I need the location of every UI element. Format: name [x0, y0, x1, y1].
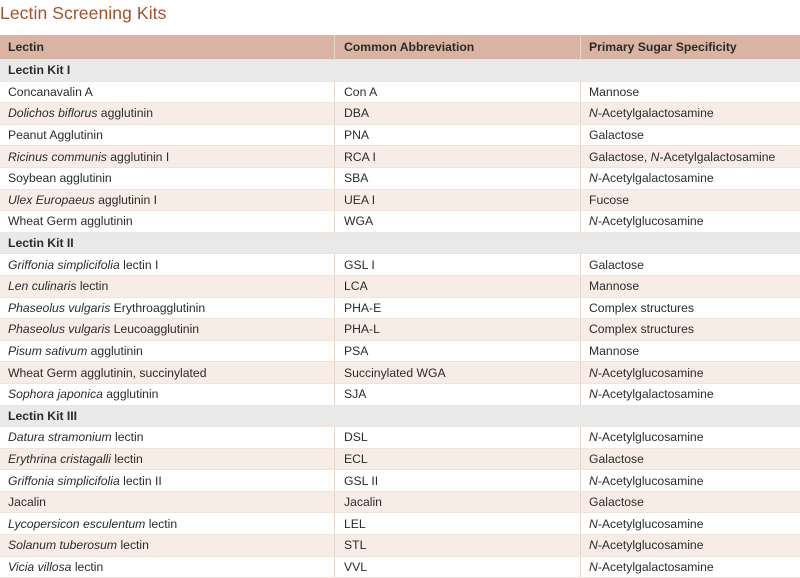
- table-row: [0, 276, 800, 298]
- table-row: [0, 557, 800, 578]
- table-row: [0, 535, 800, 557]
- lectin-species-name: Len culinaris: [8, 279, 77, 294]
- lectin-name-rest: Wheat Germ agglutinin, succinylated: [8, 365, 207, 380]
- lectin-name-rest: Erythroagglutinin: [110, 300, 206, 315]
- lectin-cell: [0, 384, 334, 405]
- specificity-text: Mannose: [589, 344, 640, 359]
- specificity-text: -Acetylgalactosamine: [597, 106, 714, 121]
- specificity-text: Galactose: [589, 451, 644, 466]
- abbreviation-cell: Succinylated WGA: [334, 362, 580, 383]
- lectin-species-name: Phaseolus vulgaris: [8, 322, 111, 337]
- specificity-text: Mannose: [589, 279, 640, 294]
- lectin-cell: [0, 341, 334, 362]
- specificity-cell: [580, 146, 800, 167]
- abbreviation-cell: DBA: [334, 103, 580, 124]
- specificity-text: -Acetylgalactosamine: [597, 387, 714, 402]
- specificity-prefix: N: [589, 365, 598, 380]
- lectin-cell: [0, 276, 334, 297]
- lectin-species-name: Pisum sativum: [8, 344, 88, 359]
- specificity-cell: [580, 449, 800, 470]
- lectin-name-rest: agglutinin: [87, 344, 143, 359]
- abbreviation-cell: STL: [334, 535, 580, 556]
- specificity-text: -Acetylglucosamine: [597, 214, 704, 229]
- lectin-cell: [0, 82, 334, 103]
- table-row: [0, 168, 800, 190]
- table-row: [0, 470, 800, 492]
- specificity-prefix: N: [589, 538, 598, 553]
- lectin-name-rest: Jacalin: [8, 495, 46, 510]
- page-title: Lectin Screening Kits: [0, 3, 167, 23]
- lectin-cell: [0, 125, 334, 146]
- specificity-cell: [580, 125, 800, 146]
- lectin-name-rest: lectin I: [119, 257, 159, 272]
- specificity-cell: [580, 557, 800, 578]
- lectin-name-rest: Concanavalin A: [8, 84, 93, 99]
- specificity-cell: [580, 535, 800, 556]
- lectin-cell: [0, 535, 334, 556]
- abbreviation-cell: SJA: [334, 384, 580, 405]
- table-row: [0, 384, 800, 406]
- lectin-name-rest: agglutinin I: [94, 192, 158, 207]
- specificity-text: Galactose,: [589, 149, 651, 164]
- group-name: Lectin Kit II: [8, 236, 74, 251]
- lectin-species-name: Ulex Europaeus: [8, 192, 95, 207]
- lectin-cell: [0, 211, 334, 232]
- lectin-name-rest: Soybean agglutinin: [8, 171, 112, 186]
- abbreviation-cell: GSL II: [334, 470, 580, 491]
- lectin-species-name: Solanum tuberosum: [8, 538, 118, 553]
- specificity-cell: [580, 362, 800, 383]
- lectin-table: [0, 35, 800, 578]
- specificity-cell: [580, 298, 800, 319]
- lectin-species-name: Griffonia simplicifolia: [8, 473, 120, 488]
- table-row: [0, 319, 800, 341]
- table-row: [0, 190, 800, 212]
- abbreviation-cell: Jacalin: [334, 492, 580, 513]
- header-primary-sugar-specificity: Primary Sugar Specificity: [580, 35, 800, 59]
- lectin-species-name: Datura stramonium: [8, 430, 112, 445]
- abbreviation-cell: PSA: [334, 341, 580, 362]
- lectin-name-rest: lectin: [111, 430, 144, 445]
- specificity-text: -Acetylgalactosamine: [597, 559, 714, 574]
- lectin-name-rest: lectin: [117, 538, 149, 553]
- table-row: [0, 449, 800, 471]
- specificity-prefix: N: [589, 559, 598, 574]
- lectin-cell: [0, 470, 334, 491]
- specificity-text: Complex structures: [589, 300, 694, 315]
- lectin-cell: [0, 168, 334, 189]
- lectin-name-rest: lectin: [71, 559, 104, 574]
- specificity-text: Galactose: [589, 128, 644, 143]
- table-row: [0, 82, 800, 104]
- abbreviation-cell: GSL I: [334, 254, 580, 275]
- table-row: [0, 125, 800, 147]
- lectin-species-name: Dolichos biflorus: [8, 106, 98, 121]
- specificity-cell: [580, 211, 800, 232]
- table-row: [0, 254, 800, 276]
- table-body: [0, 60, 800, 578]
- header-lectin: Lectin: [8, 40, 44, 54]
- specificity-cell: [580, 276, 800, 297]
- specificity-prefix: N: [589, 214, 598, 229]
- specificity-prefix: N: [650, 149, 660, 164]
- lectin-name-rest: agglutinin: [102, 387, 159, 402]
- specificity-cell: [580, 82, 800, 103]
- lectin-cell: [0, 146, 334, 167]
- specificity-prefix: N: [589, 387, 598, 402]
- specificity-text: -Acetylglucosamine: [597, 516, 704, 531]
- lectin-name-rest: Leucoagglutinin: [110, 322, 200, 337]
- abbreviation-cell: Con A: [334, 82, 580, 103]
- abbreviation-cell: DSL: [334, 427, 580, 448]
- abbreviation-cell: PNA: [334, 125, 580, 146]
- table-row: [0, 298, 800, 320]
- lectin-cell: [0, 513, 334, 534]
- lectin-name-rest: lectin: [110, 451, 143, 466]
- specificity-text: Galactose: [589, 495, 644, 510]
- specificity-cell: [580, 319, 800, 340]
- lectin-species-name: Sophora japonica: [8, 387, 103, 402]
- lectin-species-name: Griffonia simplicifolia: [8, 257, 120, 272]
- table-row: [0, 513, 800, 535]
- lectin-cell: [0, 449, 334, 470]
- specificity-text: Fucose: [589, 192, 629, 207]
- lectin-species-name: Erythrina cristagalli: [8, 451, 111, 466]
- specificity-text: -Acetylglucosamine: [597, 365, 704, 380]
- abbreviation-cell: LCA: [334, 276, 580, 297]
- specificity-text: Galactose: [589, 257, 644, 272]
- lectin-name-rest: agglutinin: [97, 106, 153, 121]
- specificity-cell: [580, 513, 800, 534]
- abbreviation-cell: VVL: [334, 557, 580, 578]
- specificity-text: Complex structures: [589, 322, 694, 337]
- specificity-prefix: N: [589, 473, 598, 488]
- specificity-cell: [580, 168, 800, 189]
- table-row: [0, 211, 800, 233]
- specificity-prefix: N: [589, 171, 598, 186]
- specificity-prefix: N: [589, 430, 598, 445]
- group-header-row: [0, 233, 800, 255]
- lectin-cell: [0, 492, 334, 513]
- table-row: [0, 492, 800, 514]
- specificity-cell: [580, 341, 800, 362]
- lectin-species-name: Vicia villosa: [8, 559, 72, 574]
- abbreviation-cell: PHA-E: [334, 298, 580, 319]
- lectin-name-rest: agglutinin I: [106, 149, 170, 164]
- lectin-cell: [0, 190, 334, 211]
- group-header-row: [0, 60, 800, 82]
- lectin-cell: [0, 362, 334, 383]
- abbreviation-cell: PHA-L: [334, 319, 580, 340]
- specificity-cell: [580, 492, 800, 513]
- abbreviation-cell: LEL: [334, 513, 580, 534]
- group-name: Lectin Kit III: [8, 408, 78, 423]
- header-common-abbreviation: Common Abbreviation: [334, 35, 580, 59]
- specificity-cell: [580, 103, 800, 124]
- lectin-name-rest: lectin II: [119, 473, 162, 488]
- group-header-row: [0, 406, 800, 428]
- lectin-cell: [0, 298, 334, 319]
- lectin-name-rest: Peanut Agglutinin: [8, 128, 103, 143]
- lectin-cell: [0, 103, 334, 124]
- specificity-text: -Acetylglucosamine: [597, 538, 704, 553]
- lectin-cell: [0, 557, 334, 578]
- specificity-text: -Acetylgalactosamine: [597, 171, 714, 186]
- table-row: [0, 362, 800, 384]
- lectin-cell: [0, 427, 334, 448]
- table-row: [0, 103, 800, 125]
- lectin-cell: [0, 254, 334, 275]
- table-row: [0, 427, 800, 449]
- lectin-name-rest: lectin: [76, 279, 109, 294]
- lectin-species-name: Ricinus communis: [8, 149, 107, 164]
- specificity-text: -Acetylglucosamine: [597, 473, 704, 488]
- abbreviation-cell: ECL: [334, 449, 580, 470]
- specificity-cell: [580, 427, 800, 448]
- specificity-cell: [580, 190, 800, 211]
- specificity-prefix: N: [589, 516, 598, 531]
- specificity-prefix: N: [589, 106, 598, 121]
- lectin-name-rest: Wheat Germ agglutinin: [8, 214, 133, 229]
- specificity-cell: [580, 384, 800, 405]
- specificity-text: Mannose: [589, 84, 640, 99]
- table-header-row: [0, 35, 800, 60]
- lectin-species-name: Lycopersicon esculentum: [8, 516, 146, 531]
- table-row: [0, 341, 800, 363]
- lectin-cell: [0, 319, 334, 340]
- group-name: Lectin Kit I: [8, 63, 71, 78]
- abbreviation-cell: WGA: [334, 211, 580, 232]
- specificity-cell: [580, 470, 800, 491]
- specificity-cell: [580, 254, 800, 275]
- lectin-species-name: Phaseolus vulgaris: [8, 300, 111, 315]
- abbreviation-cell: UEA I: [334, 190, 580, 211]
- lectin-name-rest: lectin: [145, 516, 178, 531]
- specificity-text: -Acetylglucosamine: [597, 430, 704, 445]
- abbreviation-cell: SBA: [334, 168, 580, 189]
- abbreviation-cell: RCA I: [334, 146, 580, 167]
- table-row: [0, 146, 800, 168]
- specificity-text: -Acetylgalactosamine: [659, 149, 776, 164]
